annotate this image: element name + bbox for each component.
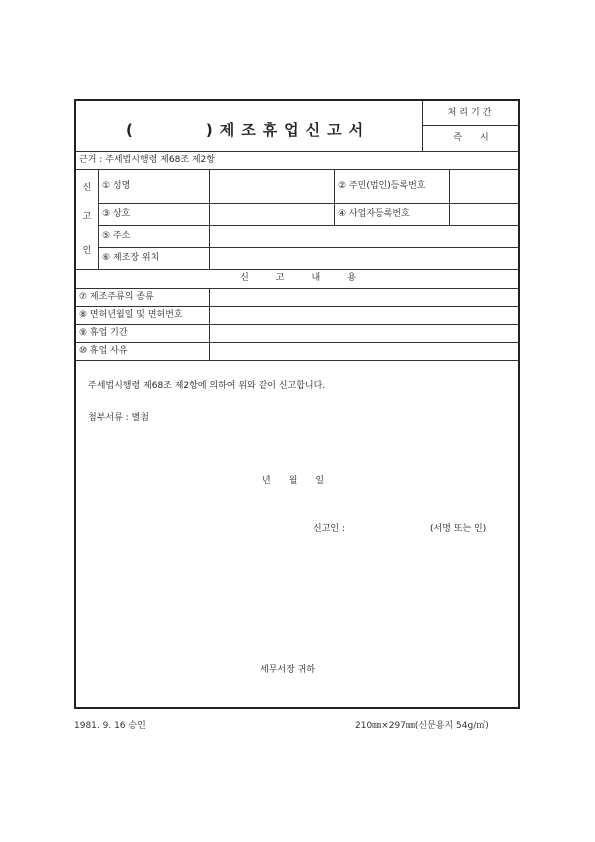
closure-reason-label: ⑩ 휴업 사유 [79, 346, 128, 356]
report-content-header: 신 고 내 용 [240, 273, 356, 283]
addressee: 세무서장 귀하 [260, 665, 316, 675]
paper-spec: 210㎜×297㎜(신문용지 54g/㎡) [355, 721, 489, 731]
factory-location-label: ⑥ 제조장 위치 [102, 253, 160, 263]
license-label: ⑧ 면허년월일 및 면허번호 [79, 310, 183, 320]
applicant-label-1: 신 [82, 183, 92, 193]
applicant-label-2: 고 [82, 212, 92, 222]
processing-period-value: 즉 시 [453, 133, 489, 143]
closure-period-field[interactable] [210, 325, 520, 342]
factory-location-field[interactable] [210, 248, 520, 269]
product-type-label: ⑦ 제조주류의 종류 [79, 292, 154, 302]
address-label: ⑤ 주소 [102, 231, 131, 241]
name-label: ① 성명 [102, 181, 131, 191]
form-title: ( )제조휴업신고서 [126, 121, 371, 139]
address-field[interactable] [210, 226, 520, 247]
closure-reason-field[interactable] [210, 343, 520, 360]
resident-id-field[interactable] [450, 170, 520, 203]
trade-name-label: ③ 상호 [102, 209, 131, 219]
col-line [334, 169, 335, 225]
name-field[interactable] [210, 170, 333, 203]
declaration-text: 주세법시행령 제68조 제2항에 의하여 위와 같이 신고합니다. [88, 381, 326, 391]
business-reg-field[interactable] [450, 204, 520, 225]
reporter-label: 신고인 : [313, 524, 345, 534]
applicant-label-3: 인 [82, 246, 92, 256]
row-line [76, 360, 520, 361]
closure-period-label: ⑨ 휴업 기간 [79, 328, 128, 338]
license-field[interactable] [210, 307, 520, 324]
resident-id-label: ② 주민(법인)등록번호 [338, 181, 426, 191]
closure-report-form [74, 99, 520, 709]
legal-basis: 근거 : 주세법시행령 제68조 제2항 [79, 155, 215, 165]
col-line [98, 169, 99, 269]
business-reg-label: ④ 사업자등록번호 [338, 209, 410, 219]
processing-period-label: 처리기간 [447, 108, 495, 118]
trade-name-field[interactable] [210, 204, 333, 225]
date-line: 년 월 일 [262, 476, 325, 486]
row-line [76, 151, 520, 152]
product-type-field[interactable] [210, 289, 520, 306]
approval-note: 1981. 9. 16 승인 [74, 721, 146, 731]
row-line [76, 269, 520, 270]
reporter-signature-field[interactable] [356, 520, 426, 536]
processing-box-divider [422, 125, 520, 126]
attachments-text: 첨부서류 : 별첨 [88, 413, 149, 423]
signature-label: (서명 또는 인) [430, 524, 487, 534]
